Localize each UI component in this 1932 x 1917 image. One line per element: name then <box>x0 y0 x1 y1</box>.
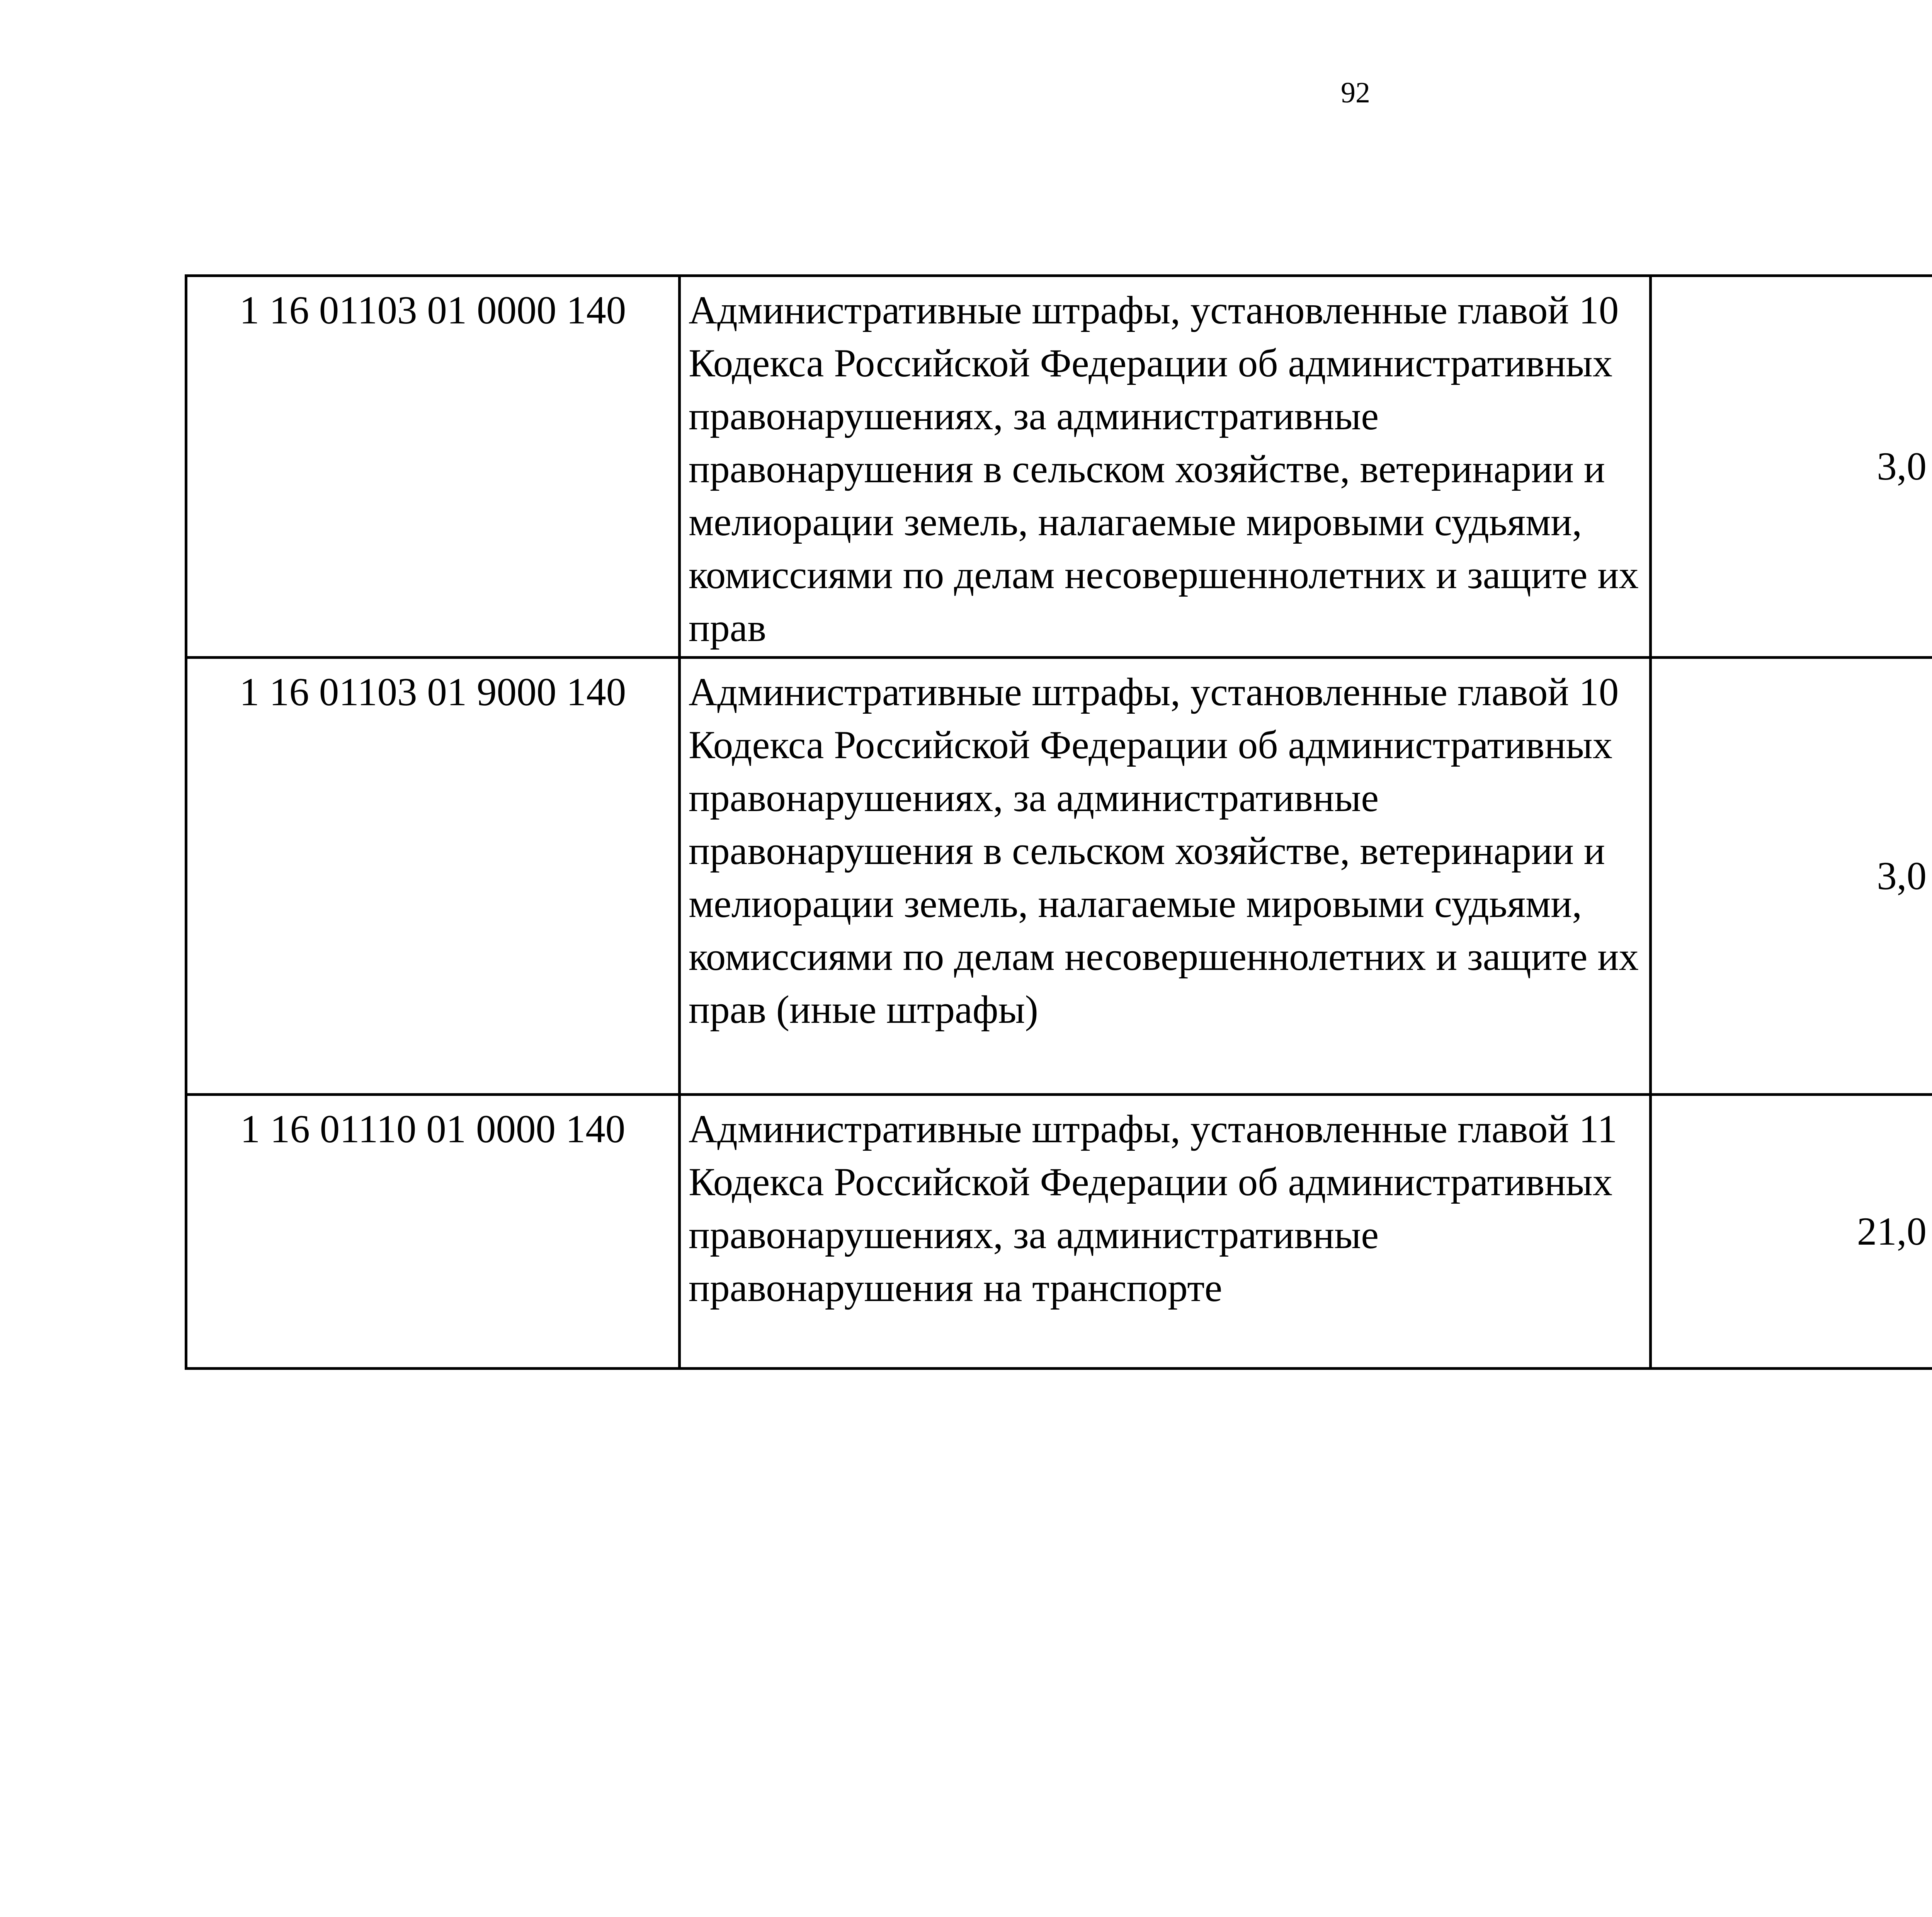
budget-code-cell: 1 16 01103 01 9000 140 <box>186 658 680 1095</box>
amount-cell-year-1: 3,0 <box>1651 276 1932 658</box>
table-row <box>186 658 1932 1095</box>
budget-table <box>185 274 1932 1370</box>
table-row <box>186 1095 1932 1369</box>
budget-code-cell: 1 16 01110 01 0000 140 <box>186 1095 680 1369</box>
amount-cell-year-1: 3,0 <box>1651 658 1932 1095</box>
page-number: 92 <box>1341 77 1370 109</box>
table-row <box>186 276 1932 658</box>
amount-cell-year-1: 21,0 <box>1651 1095 1932 1369</box>
revenue-name-cell: Административные штрафы, установленные главой 10 Кодекса Российской Федерации об административных правонарушениях, за административные правонарушения в сельском хозяйстве, ветеринарии и мелиорации земель, налагаемые мировыми судьями, комиссиями по делам несовершеннолетних и защите их прав (иные штрафы) <box>680 658 1651 1095</box>
budget-code-cell: 1 16 01103 01 0000 140 <box>186 276 680 658</box>
revenue-name-cell: Административные штрафы, установленные главой 10 Кодекса Российской Федерации об административных правонарушениях, за административные правонарушения в сельском хозяйстве, ветеринарии и мелиорации земель, налагаемые мировыми судьями, комиссиями по делам несовершеннолетних и защите их прав <box>680 276 1651 658</box>
revenue-name-cell: Административные штрафы, установленные главой 11 Кодекса Российской Федерации об административных правонарушениях, за административные правонарушения на транспорте <box>680 1095 1651 1369</box>
